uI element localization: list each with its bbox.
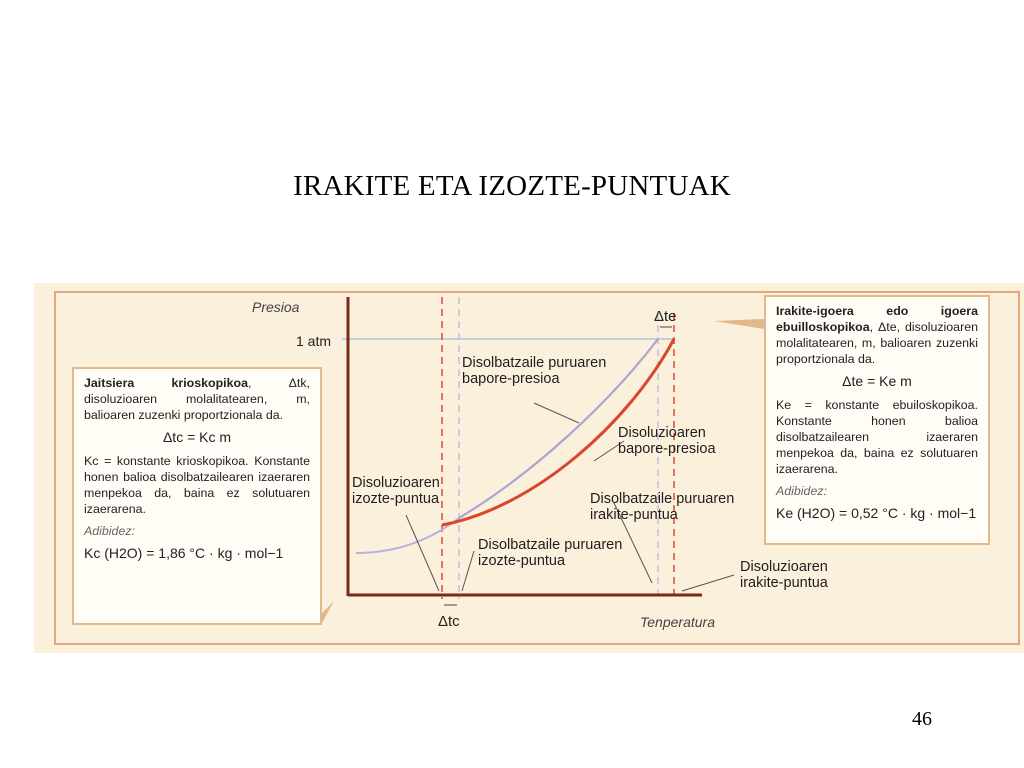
right-box-formula: Δte = Ke m bbox=[842, 373, 912, 389]
x-axis-label: Tenperatura bbox=[640, 614, 715, 630]
left-box-definition: Jaitsiera krioskopikoa, Δtk, disoluzioaren molalitatearen, m, balioaren zuzenki proportzionala da. bbox=[84, 376, 310, 422]
right-box-pointer bbox=[714, 319, 764, 329]
left-box-constant-note: Kc = konstante krioskopikoa. Konstante honen balioa disolbatzailearen izaeraren menpekoa da, baina ez solutuaren izaerarena. bbox=[84, 454, 310, 516]
phase-diagram-figure bbox=[34, 283, 1024, 653]
pointer-solvent-freezing bbox=[462, 551, 474, 591]
page-number: 46 bbox=[912, 708, 932, 730]
slide-title: IRAKITE ETA IZOZTE-PUNTUAK bbox=[293, 170, 731, 202]
solvent-boiling-label: Disolbatzaile puruaren irakite-puntua bbox=[590, 491, 735, 523]
solvent-freezing-label: Disolbatzaile puruaren izozte-puntua bbox=[478, 537, 623, 569]
one-atm-label: 1 atm bbox=[296, 333, 332, 349]
right-box-constant-note: Ke = konstante ebuiloskopikoa. Konstante honen balioa disolbatzailearen izaeraren menpekoa da, baina ez solutuaren izaerarena. bbox=[776, 398, 978, 476]
right-box-example: Ke (H2O) = 0,52 °C · kg · mol−1 bbox=[776, 505, 977, 521]
delta-te-label: Δte bbox=[654, 308, 677, 325]
left-box-example-label: Adibidez: bbox=[84, 524, 135, 538]
pointer-solution-freezing bbox=[406, 515, 439, 591]
solvent-vapour-curve-label: Disolbatzaile puruaren bapore-presioa bbox=[462, 355, 607, 387]
pointer-solvent-curve bbox=[534, 403, 579, 423]
y-axis-label: Presioa bbox=[252, 299, 300, 315]
right-box-example-label: Adibidez: bbox=[776, 484, 827, 498]
solution-boiling-label: Disoluzioaren irakite-puntua bbox=[740, 559, 828, 591]
solution-vapour-curve-label: Disoluzioaren bapore-presioa bbox=[618, 425, 716, 457]
solution-freezing-label: Disoluzioaren izozte-puntua bbox=[352, 475, 440, 507]
left-box-formula: Δtc = Kc m bbox=[162, 429, 232, 445]
left-box-example: Kc (H2O) = 1,86 °C · kg · mol−1 bbox=[84, 545, 284, 561]
right-info-box bbox=[764, 295, 990, 545]
left-info-box bbox=[72, 367, 322, 625]
pointer-solution-boiling bbox=[682, 575, 734, 591]
delta-tc-label: Δtc bbox=[438, 613, 460, 630]
right-box-definition: Irakite-igoera edo igoera ebuilloskopikoa, Δte, disoluzioaren molalitatearen, m, balioaren zuzenki proportzionala da. bbox=[776, 304, 978, 366]
left-box-pointer bbox=[322, 601, 334, 623]
